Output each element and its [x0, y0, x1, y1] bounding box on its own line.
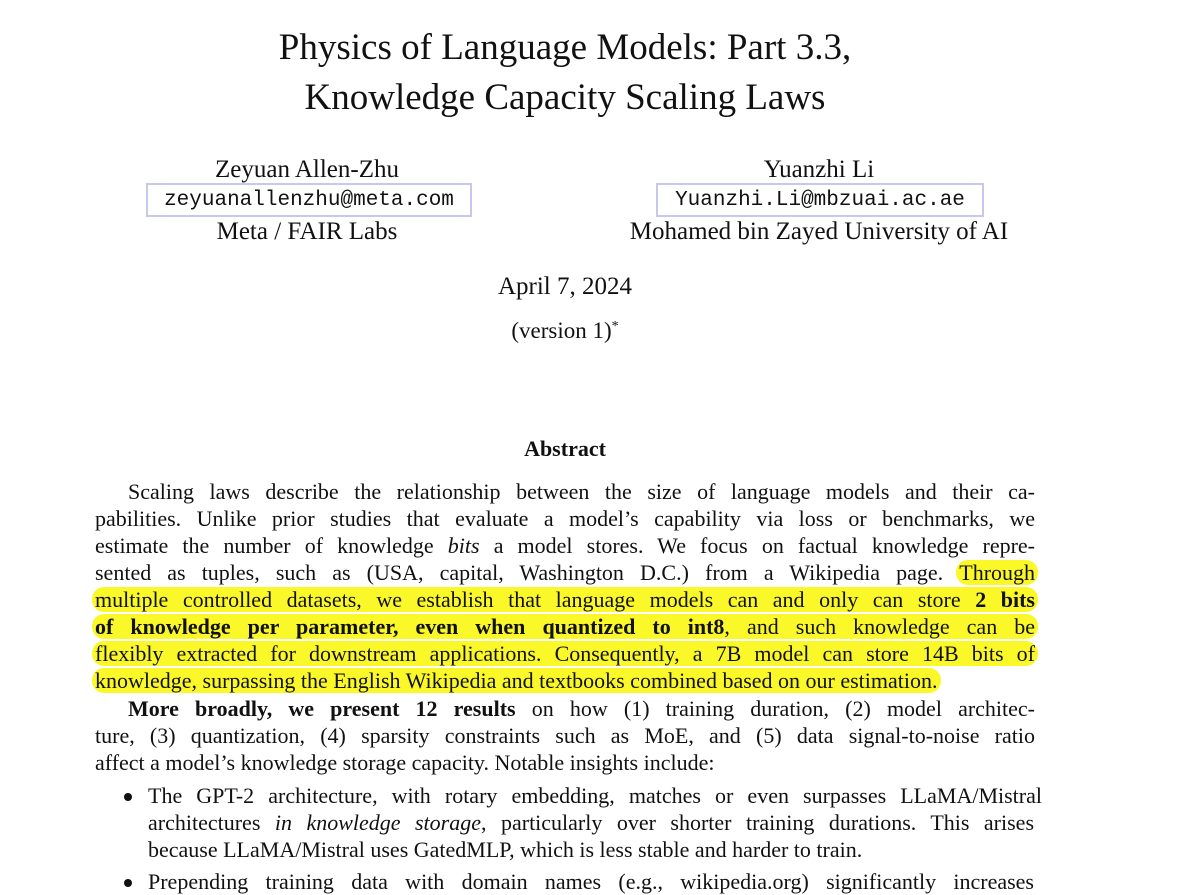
highlight-span-2	[92, 587, 1038, 612]
abstract-p2-line-2: ture, (3) quantization, (4) sparsity constraints such as MoE, and (5) data signal-to-noise ratio	[95, 723, 1035, 748]
bullet-1-knowledge-storage-italic: in knowledge storage	[274, 810, 481, 835]
abstract-p1-line-7	[95, 641, 1035, 667]
bullet-2-line-1: Prepending training data with domain names (e.g., wikipedia.org) significantly increases	[148, 869, 1034, 894]
abstract-per-parameter-bold: of knowledge per parameter, even when quantized to int8	[95, 614, 725, 639]
highlight-span-3	[92, 614, 1038, 639]
abstract-p2-line-1-b: on how (1) training duration, (2) model architec-	[531, 696, 1036, 721]
paper-version	[0, 319, 1130, 342]
paper-title-line-2: Knowledge Capacity Scaling Laws	[304, 77, 826, 118]
abstract-p1-line-6	[95, 614, 1035, 640]
abstract-p1-line-5-a: multiple controlled datasets, we establish that language models can and only can store	[95, 587, 961, 612]
abstract-p1-line-2: pabilities. Unlike prior studies that evaluate a model’s capability via loss or benchmarks, we	[95, 506, 1035, 531]
highlight-span-5: knowledge, surpassing the English Wikipedia and textbooks combined based on our estimation.	[92, 668, 941, 693]
paper-date: April 7, 2024	[497, 273, 633, 300]
abstract-p1-line-1: Scaling laws describe the relationship between the size of language models and their ca-	[128, 479, 1035, 504]
abstract-p1-line-3-c: a model stores. We focus on factual knowledge repre-	[493, 533, 1036, 558]
bullet-1-line-3: because LLaMA/Mistral uses GatedMLP, which is less stable and harder to train.	[148, 837, 863, 862]
abstract-p1-line-8	[95, 668, 1035, 694]
abstract-2-bits-bold: 2 bits	[975, 587, 1035, 612]
abstract-p1-line-5	[95, 587, 1035, 613]
bullet-1-line-2	[148, 810, 1034, 836]
author-1-email-link[interactable]: zeyuanallenzhu@meta.com	[146, 183, 472, 217]
abstract-heading: Abstract	[524, 436, 606, 461]
abstract-p1-line-4	[95, 560, 1035, 586]
author-1-affiliation: Meta / FAIR Labs	[216, 218, 398, 245]
abstract-p1-line-3	[95, 533, 1035, 559]
bullet-1-line-1: The GPT-2 architecture, with rotary embedding, matches or even surpasses LLaMA/Mistral	[148, 783, 1042, 808]
abstract-p2-line-3: affect a model’s knowledge storage capacity. Notable insights include:	[95, 750, 715, 775]
version-text: (version 1)	[511, 318, 612, 343]
bullet-1-line-2-a: architectures	[148, 810, 261, 835]
version-footnote-mark[interactable]: *	[611, 319, 619, 334]
author-1-name: Zeyuan Allen-Zhu	[215, 156, 399, 183]
abstract-p2-line-1	[128, 696, 1035, 722]
abstract-p1-line-6-b: , and such knowledge can be	[724, 614, 1035, 639]
abstract-bits-italic: bits	[447, 533, 480, 558]
author-2-name: Yuanzhi Li	[763, 156, 875, 183]
abstract-p1-line-3-a: estimate the number of knowledge	[95, 533, 434, 558]
bullet-1-line-2-c: , particularly over shorter training durations. This arises	[481, 810, 1035, 835]
bullet-1-dot	[124, 793, 132, 801]
paper-title-line-1: Physics of Language Models: Part 3.3,	[278, 27, 852, 68]
abstract-12-results-bold: More broadly, we present 12 results	[128, 696, 516, 721]
highlight-span-1: Through	[956, 560, 1038, 585]
author-2-affiliation: Mohamed bin Zayed University of AI	[629, 218, 1009, 245]
author-2-email-link[interactable]: Yuanzhi.Li@mbzuai.ac.ae	[656, 183, 984, 217]
highlight-span-4: flexibly extracted for downstream applications. Consequently, a 7B model can store 14B bits of	[92, 641, 1038, 666]
abstract-p1-line-4-a: sented as tuples, such as (USA, capital, Washington D.C.) from a Wikipedia page.	[95, 560, 944, 585]
bullet-2-dot	[124, 879, 132, 887]
